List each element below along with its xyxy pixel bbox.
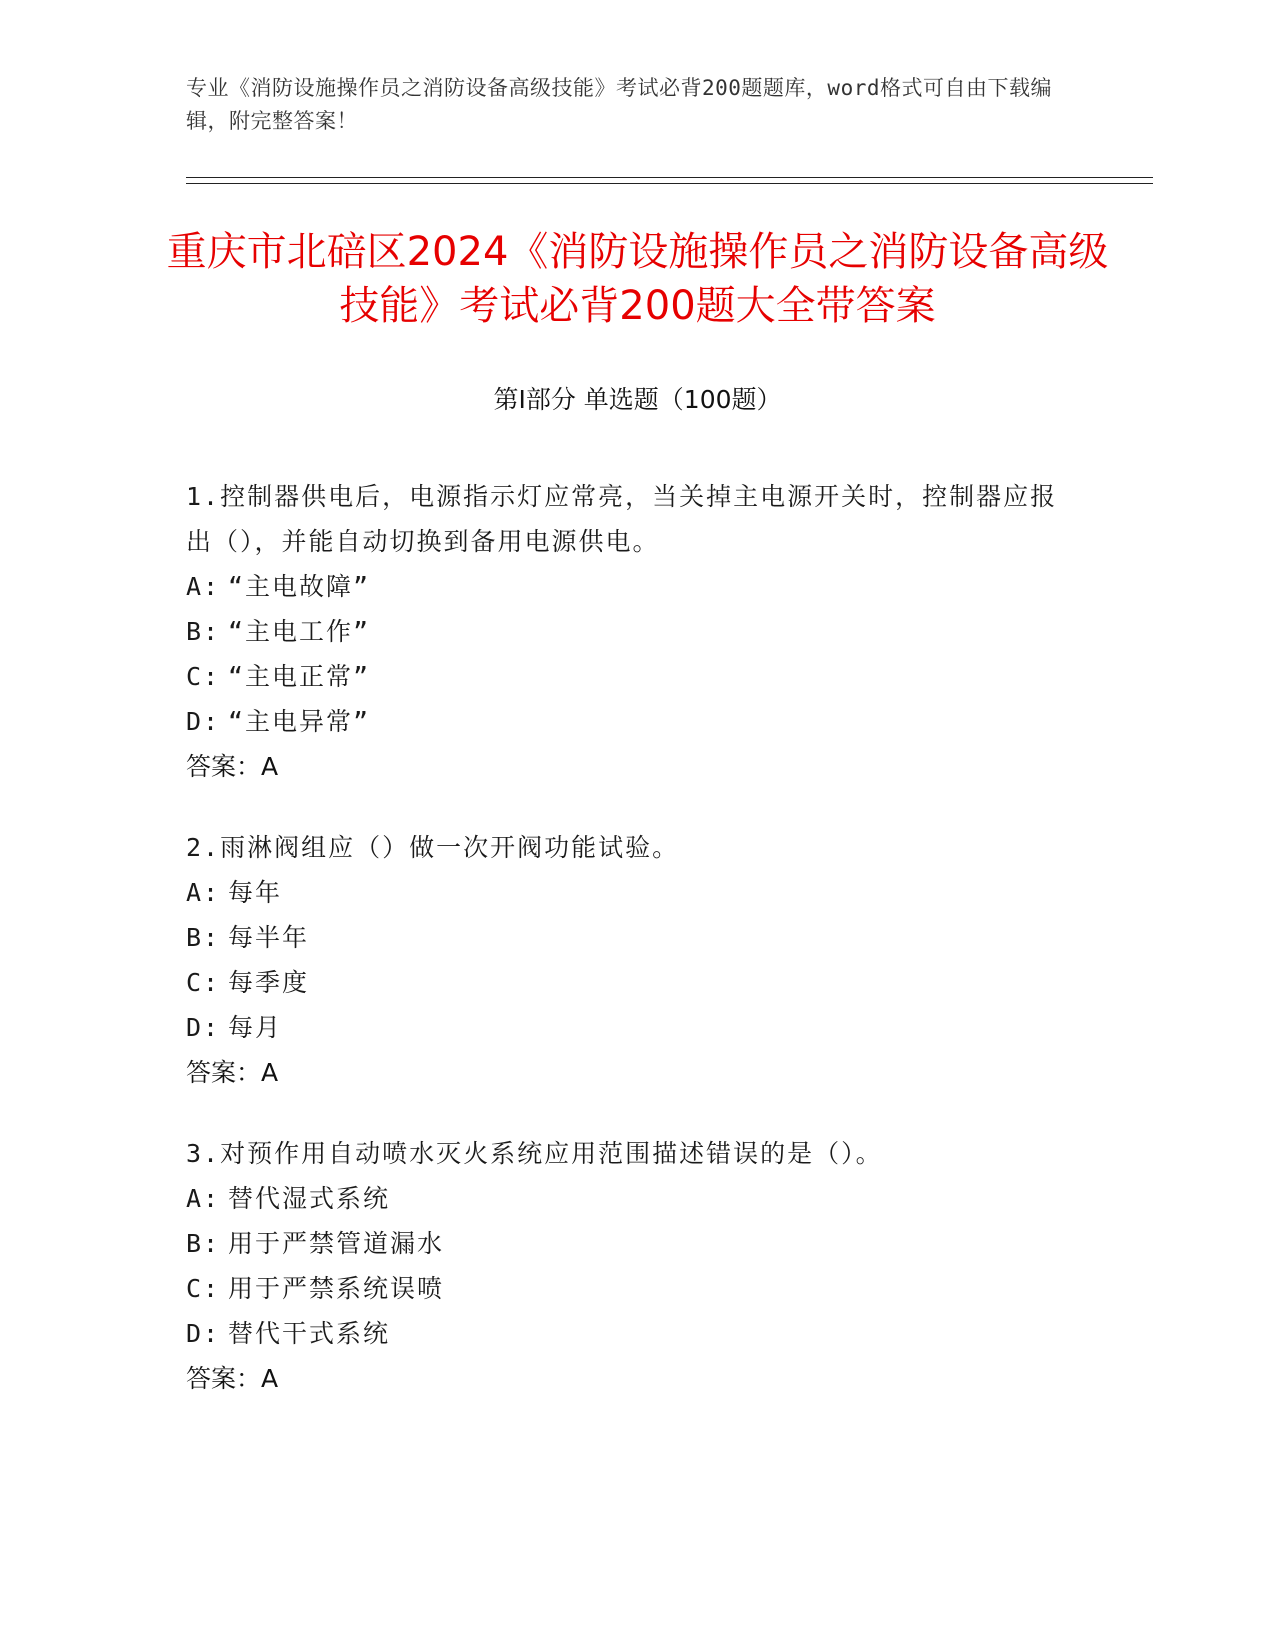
- question-list: [186, 474, 1066, 1437]
- option-d: [186, 1311, 1066, 1356]
- option-letter: D:: [186, 707, 221, 736]
- document-title: 重庆市北碚区2024《消防设施操作员之消防设备高级技能》考试必背200题大全带答案: [166, 229, 1109, 329]
- option-letter: B:: [186, 1229, 221, 1258]
- option-c: [186, 654, 1066, 699]
- option-b: [186, 609, 1066, 654]
- question-stem: 2.雨淋阀组应（）做一次开阀功能试验。: [186, 833, 680, 862]
- question-2: [186, 825, 1066, 1095]
- option-c: [186, 1266, 1066, 1311]
- option-letter: B:: [186, 617, 221, 646]
- option-text: 每年: [228, 878, 283, 907]
- option-text: 用于严禁管道漏水: [228, 1229, 445, 1258]
- option-letter: C:: [186, 968, 221, 997]
- option-letter: C:: [186, 1274, 221, 1303]
- option-b: [186, 1221, 1066, 1266]
- option-letter: D:: [186, 1319, 221, 1348]
- question-stem: 1.控制器供电后，电源指示灯应常亮，当关掉主电源开关时，控制器应报出（），并能自动切换到备用电源供电。: [186, 482, 1058, 556]
- option-letter: B:: [186, 923, 221, 952]
- option-c: [186, 960, 1066, 1005]
- section-title: 第Ⅰ部分 单选题（100题）: [493, 385, 782, 414]
- option-b: [186, 915, 1066, 960]
- question-1: [186, 474, 1066, 789]
- option-text: 替代湿式系统: [228, 1184, 391, 1213]
- option-letter: A:: [186, 1184, 221, 1213]
- answer-line: 答案：A: [186, 1364, 279, 1393]
- question-3: [186, 1131, 1066, 1401]
- header-divider-bottom: [186, 183, 1153, 184]
- option-d: [186, 699, 1066, 744]
- option-a: [186, 564, 1066, 609]
- option-text: 每季度: [228, 968, 310, 997]
- answer-line: 答案：A: [186, 752, 279, 781]
- option-text: 替代干式系统: [228, 1319, 391, 1348]
- option-text: “主电正常”: [228, 662, 371, 691]
- option-letter: C:: [186, 662, 221, 691]
- option-text: “主电异常”: [228, 707, 371, 736]
- question-stem: 3.对预作用自动喷水灭火系统应用范围描述错误的是（）。: [186, 1139, 883, 1168]
- header-divider-top: [186, 177, 1153, 178]
- option-d: [186, 1005, 1066, 1050]
- option-text: “主电工作”: [228, 617, 371, 646]
- option-letter: A:: [186, 572, 221, 601]
- header-note: 专业《消防设施操作员之消防设备高级技能》考试必背200题题库，word格式可自由下载编辑，附完整答案！: [186, 76, 1052, 133]
- option-text: 每月: [228, 1013, 283, 1042]
- option-text: 用于严禁系统误喷: [228, 1274, 445, 1303]
- option-a: [186, 870, 1066, 915]
- option-letter: A:: [186, 878, 221, 907]
- option-text: “主电故障”: [228, 572, 371, 601]
- option-a: [186, 1176, 1066, 1221]
- option-letter: D:: [186, 1013, 221, 1042]
- option-text: 每半年: [228, 923, 310, 952]
- answer-line: 答案：A: [186, 1058, 279, 1087]
